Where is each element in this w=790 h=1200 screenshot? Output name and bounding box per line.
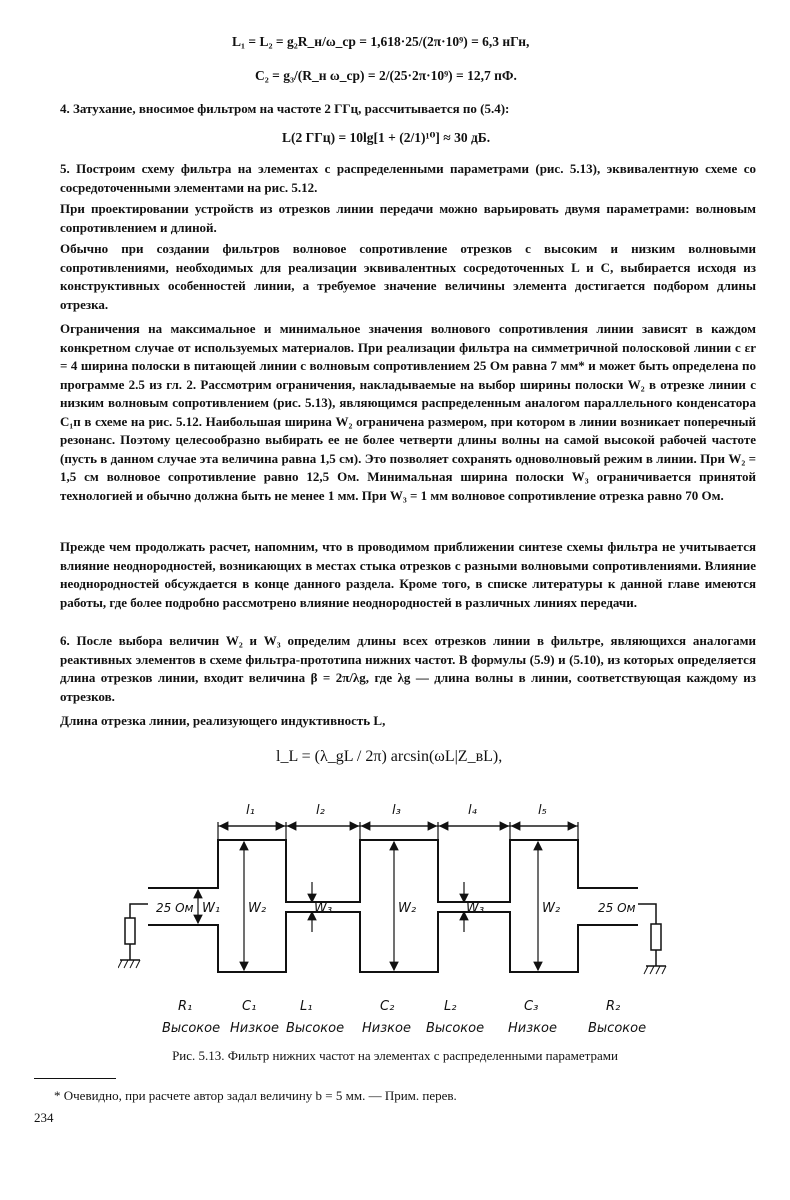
- label-l3: l₃: [392, 803, 401, 818]
- impedance-c1: Низкое: [230, 1021, 279, 1036]
- equation-line-length: l_L = (λ_gL / 2π) arcsin(ωL|Z_вL),: [276, 748, 503, 765]
- footnote-rule: [34, 1078, 116, 1079]
- label-l4: l₄: [468, 803, 477, 818]
- impedance-r1: Высокое: [162, 1021, 221, 1036]
- label-w3-b: W₃: [466, 901, 485, 916]
- impedance-l2: Высокое: [426, 1021, 485, 1036]
- label-l2-el: L₂: [444, 999, 457, 1014]
- label-l1: l₁: [246, 803, 255, 818]
- impedance-r2: Высокое: [588, 1021, 647, 1036]
- label-c1: C₁: [242, 999, 257, 1014]
- label-w2-c: W₂: [542, 901, 561, 916]
- impedance-c2: Низкое: [362, 1021, 411, 1036]
- paragraph-step-5: 5. Построим схему фильтра на элементах с распределенными параметрами (рис. 5.13), эквивалентную схеме со сосредоточенными элементами на рис. 5.12.: [60, 161, 756, 195]
- paragraph-step-6: 6. После выбора величин W₂ и W₃ определим длины всех отрезков линии в фильтре, являющихся аналогами реактивных элементов в схеме фильтра-прототипа нижних частот. В формулы (5.9) и (5.10), из которых определяется длина отрезков линии, входит величина β = 2π/λg, где λg — длина волны в линии, соответствующая каждому из отрезков.: [60, 633, 756, 704]
- equation-attenuation: L(2 ГГц) = 10lg[1 + (2/1)¹⁰] ≈ 30 дБ.: [282, 130, 491, 145]
- paragraph-design: При проектировании устройств из отрезков линии передачи можно варьировать двумя параметрами: волновым сопротивлением и длиной.: [60, 201, 756, 235]
- label-l2: l₂: [316, 803, 325, 818]
- page-number: 234: [34, 1110, 54, 1125]
- paragraph-length: Длина отрезка линии, реализующего индуктивность L,: [60, 713, 386, 728]
- paragraph-usual: Обычно при создании фильтров волновое сопротивление отрезков с высоким и низким волновыми сопротивлениями, необходимых для реализации эквивалентных сосредоточенных L и C, выбирается исходя из конструктивных особенностей линии, а требуемое значение величины элемента достигается подбором длины отрезка.: [60, 241, 756, 312]
- label-port-left: 25 Ом: [156, 901, 194, 915]
- strip-outline: [148, 840, 638, 972]
- resistor-left: [125, 918, 135, 944]
- paragraph-limits: Ограничения на максимальное и минимальное значения волнового сопротивления линии зависят в каждом конкретном случае от используемых материалов. При реализации фильтра на симметричной полосковой линии с εr = 4 ширина полоски в питающей линии с волновым сопротивлением 25 Ом равна 7 мм* и может быть определена по программе 2.5 из гл. 2. Рассмотрим ограничения, накладываемые на выбор ширины полоски W₂ в отрезке линии с низким волновым сопротивлением (рис. 5.13), являющимся распределенным аналогом параллельного конденсатора C₁п в схеме на рис. 5.12. Наибольшая ширина W₂ ограничена размером, при котором в линии возникает поперечный резонанс. Поэтому целесообразно выбирать ее не более четверти длины волны на самой высокой рабочей частоте (пусть в данном случае эта величина равна 1,5 см). Это позволяет сохранять одноволновый режим в линии. При W₂ = 1,5 см волновое сопротивление равно 12,5 Ом. Минимальная ширина полоски W₃ ограничивается принятой технологией и обычно должна быть не менее 1 мм. При W₃ = 1 мм волновое сопротивление отрезка равно 70 Ом.: [60, 321, 756, 503]
- paragraph-before: Прежде чем продолжать расчет, напомним, что в проводимом приближении синтезе схемы фильтра не учитывается влияние неоднородностей, возникающих в местах стыка отрезков с разными волновыми сопротивлениями. Влияние неоднородностей обсуждается в конце данного раздела. Кроме того, в списке литературы к данной главе имеются работы, где более подробно рассмотрено влияние неоднородностей в различных линиях передачи.: [60, 539, 756, 610]
- resistor-right: [651, 924, 661, 950]
- impedance-l1: Высокое: [286, 1021, 345, 1036]
- label-r1: R₁: [178, 999, 193, 1014]
- footnote: * Очевидно, при расчете автор задал величину b = 5 мм. — Прим. перев.: [54, 1088, 457, 1103]
- figure-caption: Рис. 5.13. Фильтр нижних частот на элементах с распределенными параметрами: [172, 1048, 618, 1063]
- label-w2-b: W₂: [398, 901, 417, 916]
- label-w1: W₁: [202, 901, 221, 916]
- filter-diagram: [118, 800, 678, 1045]
- paragraph-step-4: 4. Затухание, вносимое фильтром на частоте 2 ГГц, рассчитывается по (5.4):: [60, 101, 510, 116]
- label-w2-a: W₂: [248, 901, 267, 916]
- equation-c2: C₂ = g₃/(R_н ω_ср) = 2/(25·2π·10⁹) = 12,7 пФ.: [255, 68, 517, 83]
- label-c2: C₂: [380, 999, 395, 1014]
- label-l5: l₅: [538, 803, 547, 818]
- label-l1-el: L₁: [300, 999, 313, 1014]
- label-port-right: 25 Ом: [598, 901, 636, 915]
- filter-figure: [118, 800, 678, 1045]
- impedance-c3: Низкое: [508, 1021, 557, 1036]
- label-c3: C₃: [524, 999, 539, 1014]
- label-r2: R₂: [606, 999, 621, 1014]
- label-w3-a: W₃: [314, 901, 333, 916]
- equation-l1-l2: L₁ = L₂ = g₂R_н/ω_ср = 1,618·25/(2π·10⁹) = 6,3 нГн,: [232, 34, 530, 49]
